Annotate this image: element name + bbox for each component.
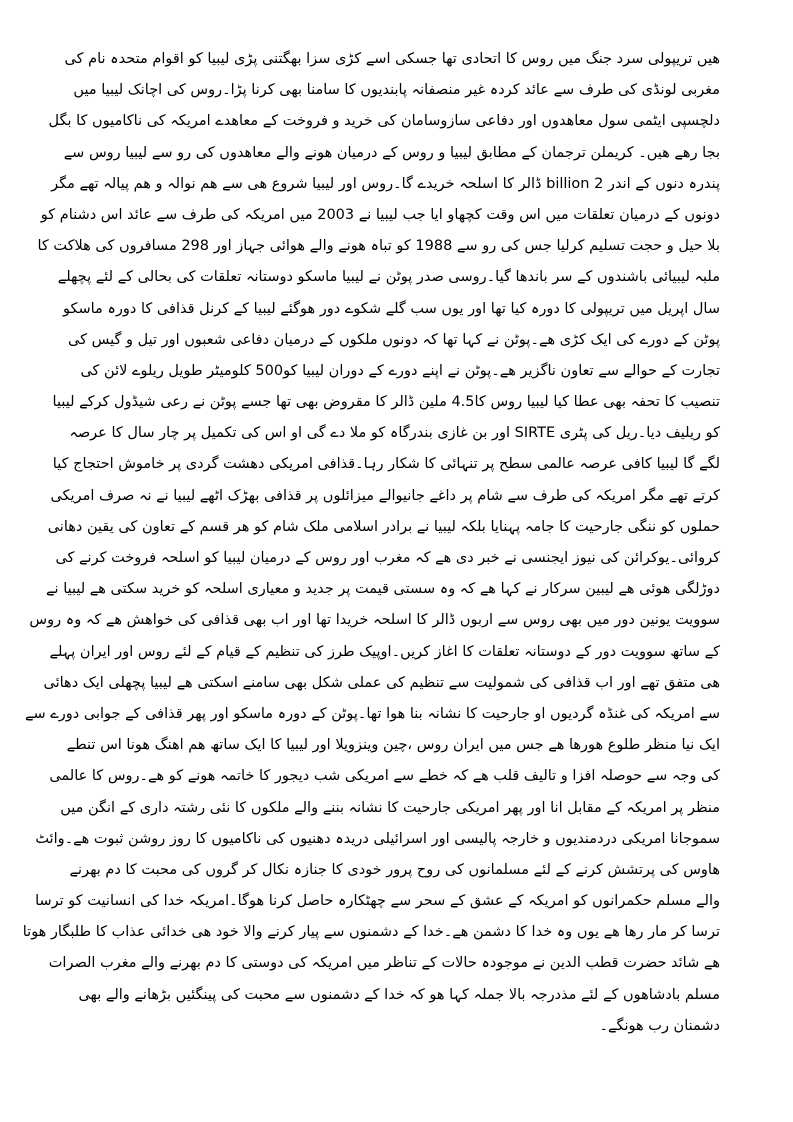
text-line: دوڑلگی ھوئی ھے لیبین سرکار نے کہا ھے کہ وہ سستی قیمت پر جدید و معیاری اسلحہ کو خرید سکتی ھے لیبیا نے	[46, 581, 720, 598]
text-line: کروائی۔یوکرائن کی نیوز ایجنسی نے خبر دی ھے کہ مغرب اور روس کے درمیان لیبیا کو اسلحہ فروخت کرنے کی	[55, 550, 720, 566]
text-line: تنصیب کا تحفہ بھی عطا کیا لیبیا روس کا4.5 ملین ڈالر کا مقروض بھی تھا جسے پوٹن نے رعی شیڈول کرکے لیبیا	[52, 394, 720, 411]
text-line: ھیں تریپولی سرد جنگ میں روس کا اتحادی تھا جسکی اسے کڑی سزا بھگتنی پڑی لیبیا کو اقوام متحدہ نام کی	[64, 51, 720, 67]
text-line: ایک نیا منظر طلوع ھورھا ھے جس میں ایران روس ،چین وینزویلا اور لیبیا کا ایک ساتھ ھم اھنگ ھونا اس تنطے	[66, 737, 720, 754]
text-line: دونوں کے درمیان تعلقات میں اس وقت کچھاو ایا جب لیبیا نے 2003 میں امریکہ کی طرف سے عائد اس دشنام کو	[40, 206, 720, 223]
text-line: سوویت یونین دور میں بھی روس سے اربوں ڈالر کا اسلحہ خریدا تھا اور اب بھی قذافی کی خواھش ھے کہ وہ روس	[29, 612, 720, 629]
text-line: دلچسپی ایٹمی سول معاھدوں اور دفاعی سازوسامان کی خرید و فروخت کے معاھدے امریکہ کی ناکامیوں کا بگل	[48, 113, 720, 130]
text-line: پوٹن کے دورے کی ایک کڑی ھے۔پوٹن نے کہا تھا کہ دونوں ملکوں کے درمیان دفاعی شعبوں اور تیل و گیس کی	[68, 331, 720, 348]
text-line: ھے شائد حضرت قطب الدین نے موجودہ حالات کے تناظر میں امریکہ کی دوستی کا دم بھرنے والے مغرب الصرات	[48, 955, 720, 972]
text-line: کی وجہ سے حوصلہ افزا و تالیف قلب ھے کہ خطے سے امریکی شب دیجور کا خاتمہ ھونے کو ھے۔روس کا عالمی	[49, 768, 720, 785]
text-line: مسلم بادشاھوں کے لئے مذدرجہ بالا جملہ کہا ھو کہ خدا کے دشمنوں سے محبت کی پینگئیں بڑھانے والے بھی	[78, 986, 720, 1003]
text-line: ھی متفق تھے اور اب قذافی کی شمولیت سے تنظیم کی عملی شکل بھی سامنے اسکتی ھے لیبیا پچھلی ایک دھائی	[43, 674, 720, 691]
text-line: کرتے تھے مگر امریکہ کی طرف سے شام پر داغے جانیوالے میزائلوں پر قذافی بھڑک اٹھے لیبیا نے نہ صرف امریکی	[50, 487, 720, 504]
text-line: سے امریکہ کی غنڈہ گردیوں او جارحیت کا نشانہ بنا ھوا تھا۔پوٹن کے دورہ ماسکو اور پھر قذافی کے جوابی دورے سے	[25, 705, 720, 722]
text-line: سموجانا امریکی دردمندیوں و خارجہ پالیسی اور اسرائیلی دریدہ دھنیوں کی ناکامیوں کا روز روشن ثبوت ھے۔وائٹ	[35, 830, 720, 847]
text-line: کو ریلیف دیا۔ریل کی پٹری SIRTE اور بن غازی بندرگاہ کو ملا دے گی او اس کی تکمیل پر چار سال کا عرصہ	[69, 425, 720, 442]
text-line: کے ساتھ سوویت دور کے دوستانہ تعلقات کا اغاز کریں۔اوپیک طرز کی تنظیم کے قیام کے لئے روس اور ایران پہلے	[49, 643, 720, 660]
text-line: مغربی لونڈی کی طرف سے عائد کردہ غیر منصفانہ پابندیوں کا سامنا بھی کرنا پڑا۔روس کی اچانک لیبیا میں	[73, 82, 720, 99]
text-line: لگے گا لیبیا کافی عرصہ عالمی سطح پر تنہائی کا شکار رہا۔قذافی امریکی دھشت گردی پر خاموش احتجاج کیا	[52, 456, 720, 473]
text-line: ھاوس کی پرتشش کرنے کے لئے مسلمانوں کی روح پرور خودی کا جنازہ نکال کر گروں کی محبت کا دم بھرنے	[69, 861, 720, 878]
text-line: دشمنان رب ھونگے۔	[599, 1017, 720, 1034]
text-line: والے مسلم حکمرانوں کو امریکہ کے عشق کے سحر سے چھٹکارہ حاصل کرنا ھوگا۔امریکہ خدا کی انسانیت کو ترسا	[35, 893, 720, 910]
text-line: تجارت کے حوالے سے تعاون ناگزیر ھے۔پوٹن نے اپنے دورے کے دوران لیبیا کو500 کلومیٹر طویل ریلوے لائن کی	[80, 362, 720, 379]
text-line: ملبہ لیبیائی باشندوں کے سر باندھا گیا۔روسی صدر پوٹن نے لیبیا ماسکو دوستانہ تعلقات کی بحالی کے لئے پچھلے	[57, 269, 720, 286]
text-line: بجا رھے ھیں۔ کریملن ترجمان کے مطابق لیبیا و روس کے درمیان ھونے والے معاھدوں کی رو سے لیبیا روس سے	[63, 144, 720, 161]
text-line: منظر پر امریکہ کے مقابل انا اور پھر امریکی جارحیت کا نشانہ بننے والے ملکوں کا نئی رشتہ داری کے انگن میں	[60, 799, 720, 816]
text-line: سال اپریل میں تریپولی کا دورہ کیا تھا اور یوں سب گلے شکوے دور ھوگئے لیبیا کے کرنل قذافی کا دورہ ماسکو	[62, 300, 720, 317]
text-line: حملوں کو ننگی جارحیت کا جامہ پہنایا بلکہ لیبیا نے برادر اسلامی ملک شام کو ھر قسم کے تعاون کی یقین دھانی	[47, 518, 720, 535]
article-body	[22, 44, 720, 1042]
text-line: بلا حیل و حجت تسلیم کرلیا جس کی رو سے 1988 کو تباہ ھونے والے ھوائی جہاز اور 298 مسافروں کی ھلاکت کا	[37, 238, 720, 255]
text-line: پندرہ دنوں کے اندر billion 2 ڈالر کا اسلحہ خریدے گا۔روس اور لیبیا شروع ھی سے ھم نوالہ و ھم پیالہ تھے مگر	[51, 175, 720, 192]
text-line: ترسا کر مار رھا ھے یوں وہ خدا کا دشمن ھے۔خدا کے دشمنوں سے پیار کرنے والا خود ھی خدائی عذاب کا طلبگار ھوتا	[22, 924, 720, 941]
